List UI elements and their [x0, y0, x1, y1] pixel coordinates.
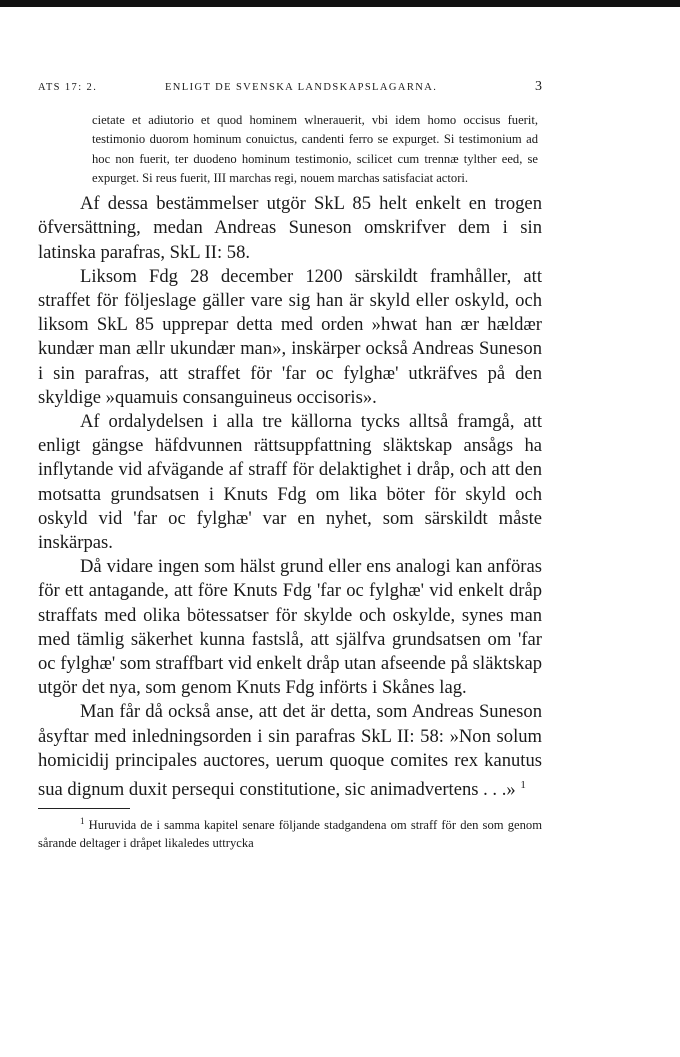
running-title: ENLIGT DE SVENSKA LANDSKAPSLAGARNA. [164, 82, 438, 93]
footnote-mark: 1 [80, 816, 85, 827]
book-page [38, 80, 542, 852]
paragraph-5-text: Man får då också anse, att det är detta, som Andreas Suneson åsyftar med inledningsorden i sin parafras SkL II: 58: »Non solum homicidij principales auctores, uerum quoque comites rex kanutus sua dignum duxit persequi constitutione, sic animadvertens . . .» [38, 701, 542, 801]
page-number: 3 [535, 79, 542, 94]
paragraph-1: Af dessa bestämmelser utgör SkL 85 helt enkelt en trogen öfversättning, medan Andreas Suneson omskrifver dem i sin latinska parafras, SkL II: 58. [38, 193, 542, 263]
footnote [38, 813, 542, 851]
paragraph-5 [38, 700, 542, 802]
body-text [38, 192, 542, 802]
paragraph-2: Liksom Fdg 28 december 1200 särskildt framhåller, att straffet för följeslage gäller vare sig han är skyld eller oskyld, och liksom SkL 85 upprepar detta med orden »hwat han ær hældær kundær man ællr ukundær man», inskärper också Andreas Suneson i sin parafras, att straffet för 'far oc fylghæ' utkräfves på den skyldige »quamuis consanguineus occisoris». [38, 265, 542, 408]
journal-reference: ATS 17: 2. [38, 82, 98, 93]
footnote-separator [38, 808, 130, 809]
footnote-text: Huruvida de i samma kapitel senare följande stadgandena om straff för den som genom sårande deltager i dråpet likaledes uttrycka [38, 818, 542, 850]
latin-quotation: cietate et adiutorio et quod hominem wlnerauerit, vbi idem homo occisus fuerit, testimonio duorom hominum conuictus, candenti ferro se expurget. Si testimonium ad hoc non fuerit, ter duodeno hominum testimonio, scilicet cum trennæ tylther eed, se expurget. Si reus fuerit, III marchas regi, nouem marchas satisfaciat actori. [92, 113, 538, 185]
page-top-border [0, 0, 680, 7]
paragraph-4: Då vidare ingen som hälst grund eller ens analogi kan anföras för ett antagande, att före Knuts Fdg 'far oc fylghæ' vid enkelt dråp straffats med olika bötessatser för skylde och oskylde, synes man med tämlig säkerhet kunna fastslå, att själfva grundsatsen om 'far oc fylghæ' som straffbart vid enkelt dråp utan afseende på släktskap utgör det nya, som genom Knuts Fdg införts i Skånes lag. [38, 556, 542, 699]
running-head [38, 80, 542, 95]
footnote-reference: 1 [520, 779, 526, 792]
paragraph-3: Af ordalydelsen i alla tre källorna tycks alltså framgå, att enligt gängse häfdvunnen rättsuppfattning släktskap ansågs ha inflytande vid afvägande af straff för delaktighet i dråp, och att den motsatta grundsatsen i Knuts Fdg om lika böter för skyld och oskyld vid 'far oc fylghæ' var en nyhet, som särskildt måste inskärpas. [38, 411, 542, 554]
